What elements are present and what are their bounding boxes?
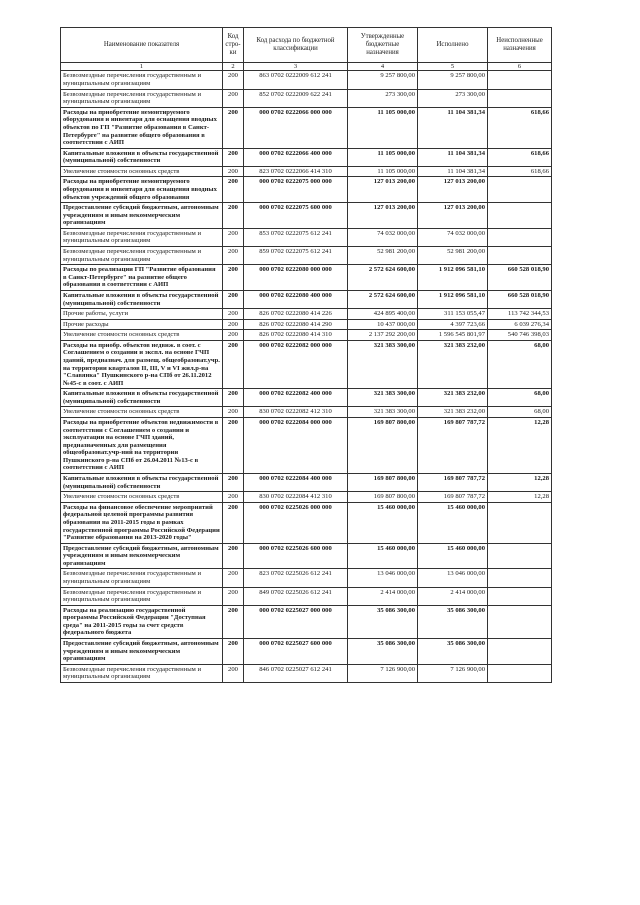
row-unexecuted-amount: 68,00: [488, 389, 552, 407]
row-approved-amount: 11 105 000,00: [348, 107, 418, 148]
row-unexecuted-amount: [488, 639, 552, 665]
row-line-code: 200: [223, 543, 244, 569]
row-name: Предоставление субсидий бюджетным, автономным учреждениям и иным некоммерческим организациям: [61, 543, 223, 569]
row-approved-amount: 169 807 800,00: [348, 474, 418, 492]
row-approved-amount: 169 807 800,00: [348, 418, 418, 474]
row-line-code: 200: [223, 340, 244, 388]
row-name: Увеличение стоимости основных средств: [61, 407, 223, 418]
row-expense-code: 826 0702 0222080 414 290: [244, 319, 348, 330]
row-executed-amount: 13 046 000,00: [418, 569, 488, 587]
row-unexecuted-amount: [488, 228, 552, 246]
row-expense-code: 000 0702 0222075 000 000: [244, 177, 348, 203]
row-line-code: 200: [223, 407, 244, 418]
table-row: [61, 290, 552, 308]
row-approved-amount: 35 086 300,00: [348, 605, 418, 638]
row-name: Капитальные вложения в объекты государственной (муниципальной) собственности: [61, 474, 223, 492]
row-line-code: 200: [223, 203, 244, 229]
row-line-code: 200: [223, 389, 244, 407]
table-row: [61, 330, 552, 341]
row-unexecuted-amount: [488, 587, 552, 605]
table-row: [61, 569, 552, 587]
row-name: Увеличение стоимости основных средств: [61, 492, 223, 503]
row-name: Безвозмездные перечисления государственным и муниципальным организациям: [61, 247, 223, 265]
row-line-code: 200: [223, 569, 244, 587]
column-number: 6: [488, 63, 552, 71]
column-number: 3: [244, 63, 348, 71]
row-executed-amount: 273 300,00: [418, 89, 488, 107]
row-line-code: 200: [223, 664, 244, 682]
row-expense-code: 859 0702 0222075 612 241: [244, 247, 348, 265]
table-row: [61, 492, 552, 503]
row-approved-amount: 15 460 000,00: [348, 543, 418, 569]
row-approved-amount: 52 981 200,00: [348, 247, 418, 265]
row-executed-amount: 169 807 787,72: [418, 474, 488, 492]
header-name: Наименование показателя: [61, 28, 223, 63]
row-unexecuted-amount: 12,28: [488, 474, 552, 492]
row-unexecuted-amount: [488, 569, 552, 587]
row-name: Безвозмездные перечисления государственным и муниципальным организациям: [61, 71, 223, 89]
row-line-code: 200: [223, 177, 244, 203]
row-expense-code: 863 0702 0222009 612 241: [244, 71, 348, 89]
row-expense-code: 000 0702 0222082 400 000: [244, 389, 348, 407]
table-row: [61, 639, 552, 665]
row-line-code: 200: [223, 502, 244, 543]
row-approved-amount: 7 126 900,00: [348, 664, 418, 682]
row-approved-amount: 321 383 300,00: [348, 389, 418, 407]
row-unexecuted-amount: [488, 203, 552, 229]
row-name: Безвозмездные перечисления государственным и муниципальным организациям: [61, 664, 223, 682]
row-name: Предоставление субсидий бюджетным, автономным учреждениям и иным некоммерческим организациям: [61, 639, 223, 665]
row-line-code: 200: [223, 330, 244, 341]
row-unexecuted-amount: 68,00: [488, 340, 552, 388]
row-approved-amount: 13 046 000,00: [348, 569, 418, 587]
row-approved-amount: 2 572 624 600,00: [348, 290, 418, 308]
row-executed-amount: 321 383 232,00: [418, 389, 488, 407]
table-row: [61, 389, 552, 407]
row-name: Безвозмездные перечисления государственным и муниципальным организациям: [61, 587, 223, 605]
row-name: Расходы на финансовое обеспечение мероприятий федеральной целевой программы развития образования на 2011-2015 годы в рамках государственной программы Российской Федерации "Развитие образования на 2013-2020 годы": [61, 502, 223, 543]
table-row: [61, 89, 552, 107]
column-number: 5: [418, 63, 488, 71]
row-name: Безвозмездные перечисления государственным и муниципальным организациям: [61, 89, 223, 107]
row-name: Расходы на приобретение объектов недвижимости в соответствии с Соглашением о создании и эксплуатации на основе ГЧП зданий, предназначенных для размещения общеобразоват.учр-ний на территории Пушкинского р-на СПб от 26.04.2011 №13-с в соответствии с АИП: [61, 418, 223, 474]
row-expense-code: 000 0702 0222080 000 000: [244, 265, 348, 291]
row-name: Увеличение стоимости основных средств: [61, 166, 223, 177]
row-expense-code: 000 0702 0222082 000 000: [244, 340, 348, 388]
row-name: Расходы на приобретение немонтируемого оборудования и инвентаря для оснащения вводных объектов по ГП "Развитие образования в Санкт-Петербурге" на развитие общего образования в соответствии с АИП: [61, 107, 223, 148]
row-expense-code: 000 0702 0222084 000 000: [244, 418, 348, 474]
row-approved-amount: 11 105 000,00: [348, 148, 418, 166]
row-expense-code: 823 0702 0225026 612 241: [244, 569, 348, 587]
row-line-code: 200: [223, 474, 244, 492]
row-name: Прочие работы, услуги: [61, 309, 223, 320]
row-executed-amount: 2 414 000,00: [418, 587, 488, 605]
row-expense-code: 826 0702 0222080 414 310: [244, 330, 348, 341]
row-expense-code: 000 0702 0222084 400 000: [244, 474, 348, 492]
row-executed-amount: 15 460 000,00: [418, 502, 488, 543]
row-expense-code: 000 0702 0222066 000 000: [244, 107, 348, 148]
row-expense-code: 826 0702 0222080 414 226: [244, 309, 348, 320]
row-executed-amount: 4 397 723,66: [418, 319, 488, 330]
row-approved-amount: 127 013 200,00: [348, 203, 418, 229]
row-name: Увеличение стоимости основных средств: [61, 330, 223, 341]
row-unexecuted-amount: [488, 177, 552, 203]
row-approved-amount: 2 137 292 200,00: [348, 330, 418, 341]
row-line-code: 200: [223, 290, 244, 308]
table-row: [61, 407, 552, 418]
table-row: [61, 474, 552, 492]
row-line-code: 200: [223, 71, 244, 89]
row-approved-amount: 11 105 000,00: [348, 166, 418, 177]
row-unexecuted-amount: 12,28: [488, 418, 552, 474]
row-approved-amount: 424 895 400,00: [348, 309, 418, 320]
row-unexecuted-amount: 68,00: [488, 407, 552, 418]
row-name: Расходы на реализацию государственной программы Российской Федерации "Доступная среда" на 2011-2015 годы за счет средств федерального бюджета: [61, 605, 223, 638]
row-executed-amount: 7 126 900,00: [418, 664, 488, 682]
row-unexecuted-amount: 6 039 276,34: [488, 319, 552, 330]
row-unexecuted-amount: [488, 605, 552, 638]
table-row: [61, 543, 552, 569]
table-row: [61, 71, 552, 89]
row-approved-amount: 2 414 000,00: [348, 587, 418, 605]
row-line-code: 200: [223, 418, 244, 474]
row-expense-code: 000 0702 0225027 000 000: [244, 605, 348, 638]
table-row: [61, 605, 552, 638]
row-unexecuted-amount: [488, 247, 552, 265]
row-line-code: 200: [223, 228, 244, 246]
row-expense-code: 823 0702 0222066 414 310: [244, 166, 348, 177]
row-unexecuted-amount: 660 528 018,90: [488, 290, 552, 308]
row-approved-amount: 35 086 300,00: [348, 639, 418, 665]
row-approved-amount: 9 257 800,00: [348, 71, 418, 89]
budget-execution-table: [60, 27, 552, 683]
row-executed-amount: 127 013 200,00: [418, 203, 488, 229]
row-unexecuted-amount: 540 746 398,03: [488, 330, 552, 341]
row-executed-amount: 321 383 232,00: [418, 407, 488, 418]
row-executed-amount: 1 912 096 581,10: [418, 290, 488, 308]
table-row: [61, 107, 552, 148]
row-expense-code: 000 0702 0225026 000 000: [244, 502, 348, 543]
row-approved-amount: 10 437 000,00: [348, 319, 418, 330]
row-expense-code: 846 0702 0225027 612 241: [244, 664, 348, 682]
table-row: [61, 203, 552, 229]
row-expense-code: 852 0702 0222009 622 241: [244, 89, 348, 107]
table-row: [61, 247, 552, 265]
row-unexecuted-amount: 618,66: [488, 166, 552, 177]
row-unexecuted-amount: [488, 664, 552, 682]
row-approved-amount: 273 300,00: [348, 89, 418, 107]
row-executed-amount: 169 807 787,72: [418, 492, 488, 503]
table-row: [61, 340, 552, 388]
row-approved-amount: 169 807 800,00: [348, 492, 418, 503]
row-expense-code: 853 0702 0222075 612 241: [244, 228, 348, 246]
table-row: [61, 587, 552, 605]
header-approved: Утвержденные бюджетные назначения: [348, 28, 418, 63]
header-row: [61, 28, 552, 63]
row-executed-amount: 321 383 232,00: [418, 340, 488, 388]
row-line-code: 200: [223, 587, 244, 605]
row-expense-code: 830 0702 0222084 412 310: [244, 492, 348, 503]
table-row: [61, 502, 552, 543]
row-executed-amount: 74 032 000,00: [418, 228, 488, 246]
row-line-code: 200: [223, 605, 244, 638]
row-approved-amount: 2 572 624 600,00: [348, 265, 418, 291]
row-line-code: 200: [223, 265, 244, 291]
row-unexecuted-amount: [488, 543, 552, 569]
row-unexecuted-amount: [488, 71, 552, 89]
row-expense-code: 000 0702 0222075 600 000: [244, 203, 348, 229]
row-name: Капитальные вложения в объекты государственной (муниципальной) собственности: [61, 148, 223, 166]
row-unexecuted-amount: 618,66: [488, 107, 552, 148]
row-name: Безвозмездные перечисления государственным и муниципальным организациям: [61, 569, 223, 587]
row-executed-amount: 127 013 200,00: [418, 177, 488, 203]
row-unexecuted-amount: 12,28: [488, 492, 552, 503]
row-line-code: 200: [223, 492, 244, 503]
row-executed-amount: 11 104 381,34: [418, 148, 488, 166]
header-unexecuted: Неисполненные назначения: [488, 28, 552, 63]
row-unexecuted-amount: 618,66: [488, 148, 552, 166]
row-name: Капитальные вложения в объекты государственной (муниципальной) собственности: [61, 389, 223, 407]
row-expense-code: 000 0702 0222080 400 000: [244, 290, 348, 308]
row-executed-amount: 311 153 055,47: [418, 309, 488, 320]
table-row: [61, 148, 552, 166]
row-name: Капитальные вложения в объекты государственной (муниципальной) собственности: [61, 290, 223, 308]
row-approved-amount: 321 383 300,00: [348, 340, 418, 388]
row-name: Безвозмездные перечисления государственным и муниципальным организациям: [61, 228, 223, 246]
row-expense-code: 000 0702 0225026 600 000: [244, 543, 348, 569]
row-name: Расходы по реализации ГП "Развитие образования в Санкт-Петербурге" на развитие общего образования в соответствии с АИП: [61, 265, 223, 291]
row-approved-amount: 321 383 300,00: [348, 407, 418, 418]
table-row: [61, 418, 552, 474]
column-number-row: [61, 63, 552, 71]
table-row: [61, 228, 552, 246]
row-line-code: 200: [223, 309, 244, 320]
row-executed-amount: 52 981 200,00: [418, 247, 488, 265]
row-name: Прочие расходы: [61, 319, 223, 330]
row-executed-amount: 169 807 787,72: [418, 418, 488, 474]
row-line-code: 200: [223, 148, 244, 166]
row-unexecuted-amount: 113 742 344,53: [488, 309, 552, 320]
row-executed-amount: 15 460 000,00: [418, 543, 488, 569]
table-body: [61, 71, 552, 682]
table-row: [61, 664, 552, 682]
row-name: Расходы на приобр. объектов недвиж. в соот. с Соглашением о создании и экспл. на основе ГЧП зданий, предназнач. для размещ. общеобразоват.учр. на территории кварталов II, III, V и VI жил.р-на "Славянка" Пушкинского р-на СПб от 26.11.2012 №45-с в соот. с АИП: [61, 340, 223, 388]
row-line-code: 200: [223, 107, 244, 148]
header-expense-code: Код расхода по бюджетной классификации: [244, 28, 348, 63]
table-row: [61, 166, 552, 177]
row-line-code: 200: [223, 166, 244, 177]
table-row: [61, 309, 552, 320]
table-row: [61, 177, 552, 203]
row-line-code: 200: [223, 247, 244, 265]
row-expense-code: 000 0702 0225027 600 000: [244, 639, 348, 665]
column-number: 1: [61, 63, 223, 71]
row-executed-amount: 35 086 300,00: [418, 605, 488, 638]
header-line-code: Код стро-ки: [223, 28, 244, 63]
row-approved-amount: 15 460 000,00: [348, 502, 418, 543]
row-expense-code: 849 0702 0225026 612 241: [244, 587, 348, 605]
row-executed-amount: 9 257 800,00: [418, 71, 488, 89]
row-name: Предоставление субсидий бюджетным, автономным учреждениям и иным некоммерческим организациям: [61, 203, 223, 229]
column-number: 4: [348, 63, 418, 71]
row-approved-amount: 74 032 000,00: [348, 228, 418, 246]
row-unexecuted-amount: 660 528 018,90: [488, 265, 552, 291]
row-unexecuted-amount: [488, 502, 552, 543]
row-executed-amount: 35 086 300,00: [418, 639, 488, 665]
row-executed-amount: 11 104 381,34: [418, 166, 488, 177]
row-executed-amount: 11 104 381,34: [418, 107, 488, 148]
row-executed-amount: 1 912 096 581,10: [418, 265, 488, 291]
row-expense-code: 000 0702 0222066 400 000: [244, 148, 348, 166]
row-line-code: 200: [223, 89, 244, 107]
header-executed: Исполнено: [418, 28, 488, 63]
row-approved-amount: 127 013 200,00: [348, 177, 418, 203]
column-number: 2: [223, 63, 244, 71]
row-line-code: 200: [223, 639, 244, 665]
table-row: [61, 319, 552, 330]
row-executed-amount: 1 596 545 801,97: [418, 330, 488, 341]
row-unexecuted-amount: [488, 89, 552, 107]
row-line-code: 200: [223, 319, 244, 330]
row-name: Расходы на приобретение немонтируемого оборудования и инвентаря для оснащения вводных объектов учреждений общего образования: [61, 177, 223, 203]
table-row: [61, 265, 552, 291]
row-expense-code: 830 0702 0222082 412 310: [244, 407, 348, 418]
